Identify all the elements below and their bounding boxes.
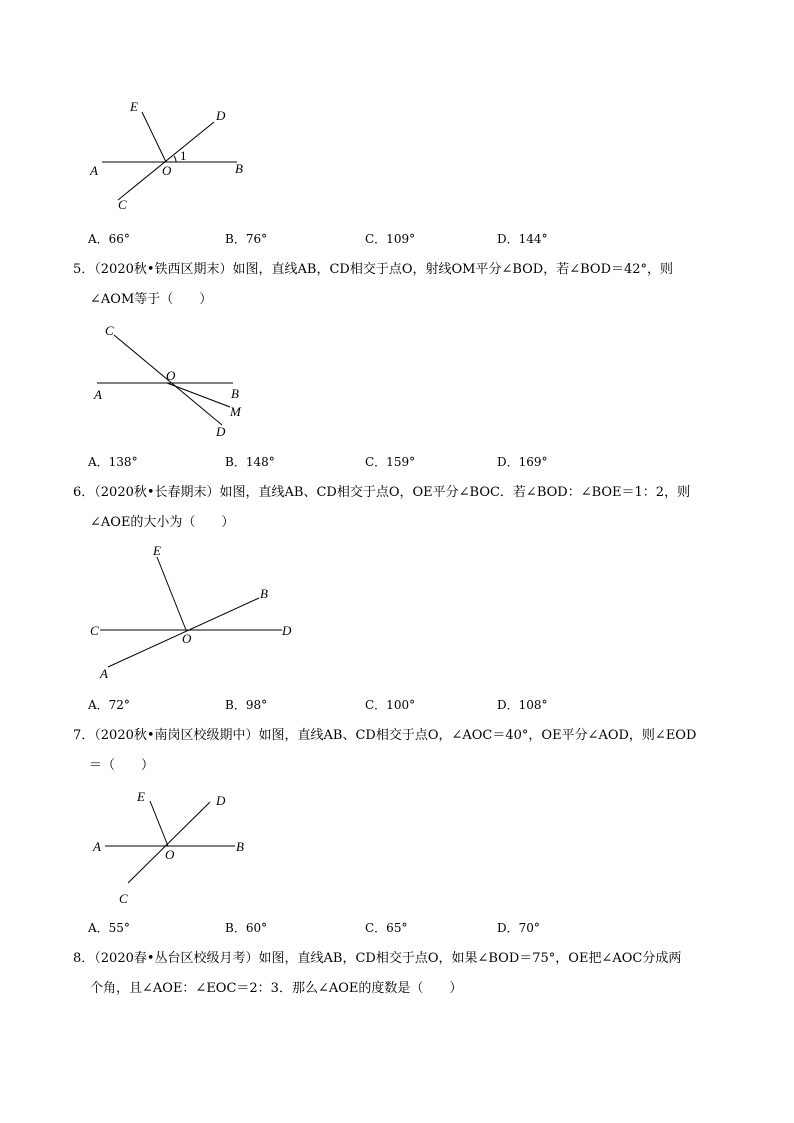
q5-ray-om xyxy=(167,383,230,407)
q4-label-c: C xyxy=(118,197,127,212)
q6-figure xyxy=(85,540,305,685)
q7-option-c[interactable]: C．65° xyxy=(365,921,408,935)
q7-options xyxy=(88,919,728,937)
q8-stem-line2: 个角，且∠AOE：∠EOC＝2：3．那么∠AOE的度数是（ ） xyxy=(90,981,463,996)
q4-ray-oe xyxy=(142,112,166,162)
q5-option-c[interactable]: C．159° xyxy=(365,455,416,469)
q4-figure xyxy=(80,95,270,220)
q6-ray-oe xyxy=(157,557,186,630)
q4-label-a: A xyxy=(90,163,98,178)
q7-stem-line2: ＝（ ） xyxy=(89,758,155,773)
q5-stem-line1: 5．（2020秋•铁西区期末）如图，直线AB，CD相交于点O，射线OM平分∠BOD，若∠BOD＝42°，则 xyxy=(73,262,674,277)
q5-label-b: B xyxy=(231,386,239,401)
q7-line-cd xyxy=(128,802,210,883)
q4-option-d[interactable]: D．144° xyxy=(497,232,548,246)
q5-figure xyxy=(85,318,265,443)
q4-label-b: B xyxy=(235,161,243,176)
q4-option-b[interactable]: B．76° xyxy=(225,232,268,246)
q5-stem-line2: ∠AOM等于（ ） xyxy=(90,292,213,307)
q4-option-a[interactable]: A．66° xyxy=(88,232,130,246)
q5-label-a: A xyxy=(94,387,102,402)
q5-label-o: O xyxy=(166,368,176,383)
q6-option-c[interactable]: C．100° xyxy=(365,698,416,712)
q7-option-d[interactable]: D．70° xyxy=(497,921,540,935)
q8-stem xyxy=(73,944,733,1004)
q6-label-d: D xyxy=(282,623,292,638)
q6-label-c: C xyxy=(90,623,99,638)
q5-option-a[interactable]: A．138° xyxy=(88,455,138,469)
q7-label-o: O xyxy=(165,847,175,862)
q4-options xyxy=(88,230,728,248)
q4-label-angle: 1 xyxy=(180,148,187,163)
q5-stem xyxy=(73,255,733,315)
q7-label-c: C xyxy=(119,891,128,906)
q8-stem-line1: 8．（2020春•丛台区校级月考）如图，直线AB，CD相交于点O，如果∠BOD＝75°，OE把∠AOC分成两 xyxy=(73,951,682,966)
q6-label-e: E xyxy=(153,543,161,558)
q7-option-b[interactable]: B．60° xyxy=(225,921,268,935)
q6-stem-line2: ∠AOE的大小为（ ） xyxy=(90,515,235,530)
q7-label-b: B xyxy=(236,839,244,854)
q7-option-a[interactable]: A．55° xyxy=(88,921,130,935)
q4-label-e: E xyxy=(130,99,138,114)
q5-options xyxy=(88,453,728,471)
q7-label-d: D xyxy=(216,793,226,808)
q5-option-b[interactable]: B．148° xyxy=(225,455,275,469)
q6-options xyxy=(88,696,728,714)
q4-label-o: O xyxy=(162,163,172,178)
q6-stem-line1: 6．（2020秋•长春期末）如图，直线AB、CD相交于点O，OE平分∠BOC．若∠BOD：∠BOE＝1：2，则 xyxy=(73,485,691,500)
q7-label-e: E xyxy=(137,789,145,804)
q6-option-a[interactable]: A．72° xyxy=(88,698,130,712)
q6-label-a: A xyxy=(100,666,108,681)
q7-figure xyxy=(85,785,265,910)
q4-label-d: D xyxy=(216,108,226,123)
q7-stem xyxy=(73,721,733,781)
q5-label-c: C xyxy=(105,323,114,338)
q5-option-d[interactable]: D．169° xyxy=(497,455,548,469)
q6-stem xyxy=(73,478,733,538)
q7-stem-line1: 7．（2020秋•南岗区校级期中）如图，直线AB、CD相交于点O，∠AOC＝40°，OE平分∠AOD，则∠EOD xyxy=(73,728,697,743)
q5-label-m: M xyxy=(230,404,241,419)
q4-angle-arc xyxy=(174,156,176,162)
q6-label-b: B xyxy=(260,586,268,601)
q7-ray-oe xyxy=(150,801,168,846)
q6-label-o: O xyxy=(182,631,192,646)
q5-label-d: D xyxy=(216,424,226,439)
q4-option-c[interactable]: C．109° xyxy=(365,232,416,246)
q6-option-b[interactable]: B．98° xyxy=(225,698,268,712)
q7-label-a: A xyxy=(93,839,101,854)
q6-option-d[interactable]: D．108° xyxy=(497,698,548,712)
